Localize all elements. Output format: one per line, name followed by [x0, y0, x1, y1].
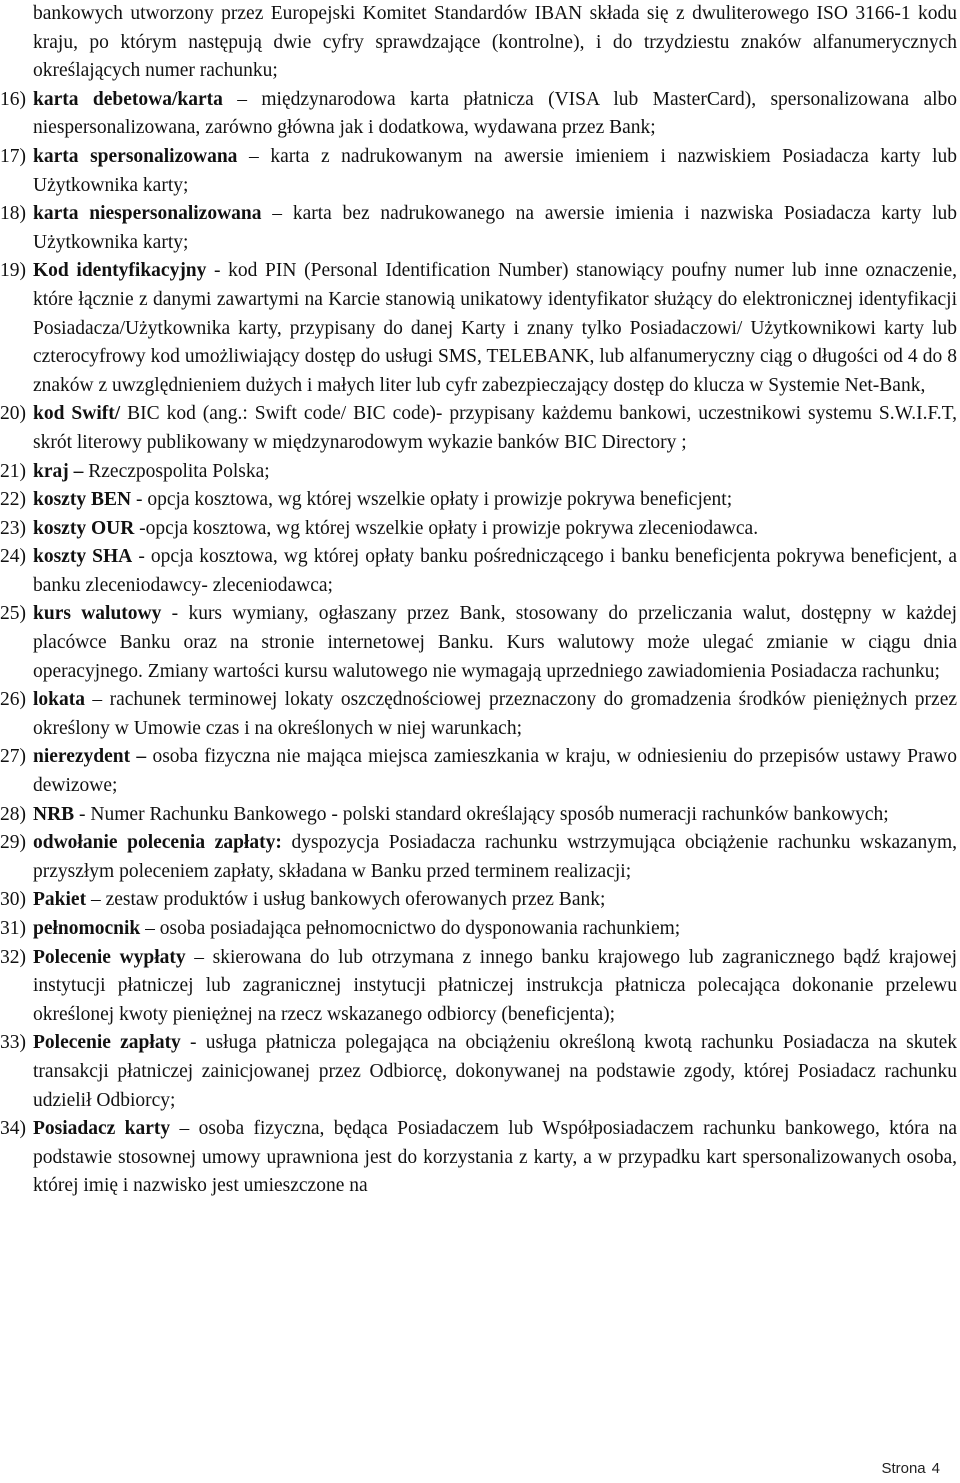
definition-number: 20) [0, 403, 26, 425]
definition-separator: – [140, 918, 160, 939]
definition-separator: – [185, 946, 213, 968]
definition-text: Rzeczpospolita Polska; [88, 460, 270, 482]
definition-item [0, 486, 957, 515]
definition-separator: – [170, 1118, 199, 1140]
definition-number: 33) [0, 1032, 26, 1054]
definition-separator: - [131, 489, 148, 511]
definition-number: 21) [0, 460, 26, 482]
definition-number: 22) [0, 489, 26, 511]
definition-number: 27) [0, 746, 26, 768]
definition-text: Numer Rachunku Bankowego - polski standard określający sposób numeracji rachunków bankowych; [90, 803, 889, 825]
definition-term: lokata [33, 689, 86, 711]
definition-item [0, 743, 958, 800]
definition-term: Polecenie zapłaty [33, 1032, 181, 1054]
definition-number: 17) [0, 145, 26, 167]
definition-item [0, 400, 957, 457]
definition-item [0, 886, 957, 915]
definition-term: nierezydent – [33, 746, 147, 768]
definitions-list [0, 86, 958, 1201]
definition-text: BIC kod (ang.: Swift code/ BIC code)- przypisany każdemu bankowi, uczestnikowi systemu S.W.I.F.T, skrót literowy publikowany w międzynarodowym wykazie banków BIC Directory ; [33, 403, 957, 453]
definition-number: 30) [0, 889, 26, 911]
definition-item [0, 1029, 958, 1115]
definition-text: kod PIN (Personal Identification Number) stanowiący poufny numer lub inne oznaczenie, które łącznie z danymi zawartymi na Karcie stanowią unikatowy identyfikator służący do elektronicznej identyfikacji Posiadacza/Użytkownika karty, przypisany do danej Karty i znany tylko Posiadaczowi/ Użytkownikowi karty lub czterocyfrowy kod umożliwiający dostęp do usługi SMS, TELEBANK, lub alfanumeryczny ciąg o długości od 4 do 8 znaków z uwzględnieniem dużych i małych liter lub cyfr zabezpieczający dostęp do klucza w Systemie Net-Bank, [33, 260, 957, 396]
definition-term: NRB [33, 803, 75, 825]
definition-item [0, 944, 957, 1030]
definition-separator: - [74, 803, 91, 825]
definition-term: Pakiet [33, 889, 87, 911]
definition-item [0, 1115, 957, 1201]
definition-separator: – [85, 689, 110, 711]
definition-term: Polecenie wypłaty [33, 946, 186, 968]
definition-item [0, 915, 957, 944]
definition-number: 19) [0, 260, 26, 282]
definition-separator: - [206, 260, 229, 282]
definition-item [0, 600, 957, 686]
definition-term: Kod identyfikacyjny [33, 260, 207, 282]
definition-number: 23) [0, 517, 26, 539]
definition-number: 34) [0, 1118, 26, 1140]
definition-separator: – [261, 203, 293, 225]
definition-separator: - [132, 546, 151, 568]
definition-term: karta debetowa/karta [33, 88, 223, 110]
definition-term: karta spersonalizowana [33, 145, 238, 167]
definition-text: skierowana do lub otrzymana z innego banku krajowego lub zagranicznego bądź krajowej instytucji płatniczej lub zagranicznej instytucji płatniczej instrukcja płatnicza polecająca dokonanie przelewu określonej kwoty pieniężnej na rzecz wskazanego odbiorcy (beneficjenta); [33, 946, 957, 1025]
definition-separator: – [86, 889, 106, 911]
definition-separator: - [161, 603, 189, 625]
definition-text: rachunek terminowej lokaty oszczędnościowej przeznaczony do gromadzenia środków pieniężnych przez określony w Umowie czas i na określonych w niej warunkach; [33, 689, 958, 739]
definition-term: koszty OUR [33, 517, 135, 539]
definition-separator [282, 832, 292, 853]
definition-term: Posiadacz karty [33, 1118, 171, 1140]
definition-number: 16) [0, 88, 26, 110]
intro-paragraph: bankowych utworzony przez Europejski Komitet Standardów IBAN składa się z dwuliterowego ISO 3166-1 kodu kraju, po którym następują dwie cyfry sprawdzające (kontrolne), i do trzydziestu znaków alfanumerycznych określających numer rachunku; [33, 3, 957, 82]
definition-text: opcja kosztowa, wg której opłaty banku pośredniczącego i banku beneficjenta pokrywa beneficjent, a banku zleceniodawcy- zleceniodawca; [33, 546, 957, 596]
definition-number: 24) [0, 546, 26, 568]
definition-term: koszty BEN [33, 489, 132, 511]
definition-term: kraj – [33, 460, 84, 482]
definition-number: 18) [0, 203, 26, 225]
definition-text: osoba posiadająca pełnomocnictwo do dysponowania rachunkiem; [159, 918, 681, 939]
definition-item [0, 200, 958, 257]
page-footer [881, 1460, 940, 1477]
definition-term: koszty SHA [33, 546, 133, 568]
definition-text: opcja kosztowa, wg której wszelkie opłaty i prowizje pokrywa beneficjent; [147, 489, 733, 511]
definition-item [0, 86, 958, 143]
definition-number: 25) [0, 603, 26, 625]
definition-number: 26) [0, 689, 26, 711]
definition-number: 32) [0, 946, 26, 968]
definition-separator: – [237, 145, 271, 167]
definition-term: kurs walutowy [33, 603, 162, 625]
definition-separator: – [222, 88, 262, 110]
definition-text: opcja kosztowa, wg której wszelkie opłaty i prowizje pokrywa zleceniodawca. [145, 517, 759, 539]
definition-item [0, 458, 957, 487]
definition-text: międzynarodowa karta płatnicza (VISA lub MasterCard), spersonalizowana albo niespersonalizowana, zarówno główna jak i dodatkowa, wydawana przez Bank; [33, 88, 958, 139]
definition-term: kod Swift/ [33, 403, 121, 425]
definition-separator: - [134, 517, 146, 539]
definition-text: dyspozycja Posiadacza rachunku wstrzymująca obciążenie rachunku wskazanym, przyszłym poleceniem zapłaty, składana w Banku przed terminem realizacji; [33, 832, 957, 882]
definition-item [0, 143, 957, 200]
definition-text: zestaw produktów i usług bankowych oferowanych przez Bank; [105, 889, 606, 911]
definition-number: 29) [0, 832, 26, 854]
definition-item [0, 257, 957, 400]
definition-term: karta niespersonalizowana [33, 203, 262, 225]
definition-text: karta z nadrukowanym na awersie imieniem i nazwiskiem Posiadacza karty lub Użytkownika karty; [33, 145, 957, 196]
definition-term: odwołanie polecenia zapłaty: [33, 832, 282, 854]
definition-item [0, 686, 958, 743]
definition-separator: - [180, 1032, 206, 1054]
definition-text: osoba fizyczna nie mająca miejsca zamieszkania w kraju, w odniesieniu do przepisów ustawy Prawo dewizowe; [33, 746, 958, 797]
definition-term: pełnomocnik [33, 918, 141, 939]
footer-label: Strona [881, 1460, 926, 1477]
definition-item [0, 515, 957, 544]
definition-item [0, 543, 957, 600]
footer-page-number: 4 [931, 1460, 940, 1477]
definition-number: 31) [0, 918, 26, 939]
definition-text: karta bez nadrukowanego na awersie imienia i nazwiska Posiadacza karty lub Użytkownika karty; [33, 203, 958, 253]
definition-item [0, 829, 957, 886]
definition-number: 28) [0, 803, 26, 825]
definition-item [0, 801, 957, 830]
definition-text: osoba fizyczna, będąca Posiadaczem lub Współposiadaczem rachunku bankowego, która na podstawie stosownej umowy uprawniona jest do korzystania z karty, a w przypadku kart spersonalizowanych osoba, której imię i nazwisko jest umieszczone na [33, 1118, 957, 1197]
definition-text: usługa płatnicza polegająca na obciążeniu określoną kwotą rachunku Posiadacza na skutek transakcji płatniczej zainicjowanej przez Odbiorcę, dokonywanej na podstawie zgody, której Posiadacz rachunku udzielił Odbiorcy; [33, 1032, 958, 1111]
definition-text: kurs wymiany, ogłaszany przez Bank, stosowany do przeliczania walut, dostępny w każdej placówce Banku oraz na stronie internetowej Banku. Kurs walutowy może ulegać zmianie w ciągu dnia operacyjnego. Zmiany wartości kursu walutowego nie wymagają uprzedniego zawiadomienia Posiadacza rachunku; [33, 603, 957, 682]
